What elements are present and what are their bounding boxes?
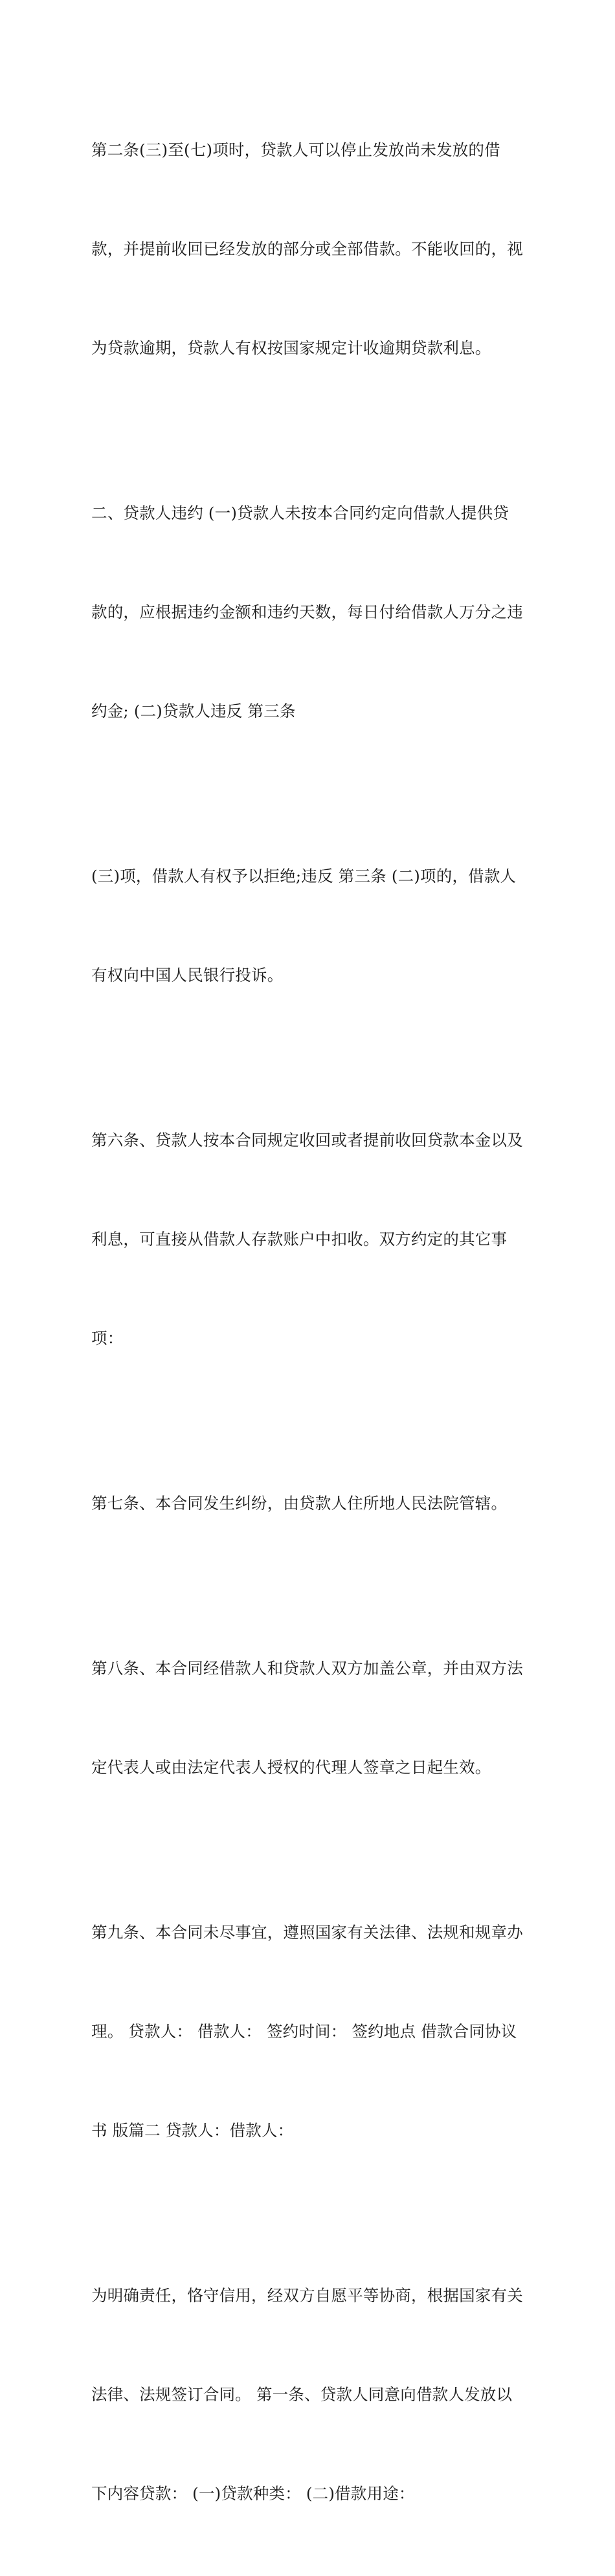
- text-line: 款，并提前收回已经发放的部分或全部借款。不能收回的，视: [91, 239, 523, 258]
- text-line: 定代表人或由法定代表人授权的代理人签章之日起生效。: [91, 1758, 491, 1777]
- paragraph-article-2-continued: [91, 67, 531, 430]
- text-line: 第六条、贷款人按本合同规定收回或者提前收回贷款本金以及: [91, 1131, 523, 1149]
- text-line: 约金; (二)贷款人违反 第三条: [91, 702, 296, 720]
- text-line: 二、贷款人违约 (一)贷款人未按本合同约定向借款人提供贷: [91, 504, 509, 522]
- text-line: 第九条、本合同未尽事宜，遵照国家有关法律、法规和规章办: [91, 1923, 523, 1942]
- paragraph-article-8: [91, 1586, 531, 1850]
- text-line: 书 版篇二 贷款人：借款人：: [91, 2121, 294, 2140]
- text-line: 下内容贷款： (一)贷款种类： (二)借款用途：: [91, 2484, 415, 2503]
- text-line: 理。 贷款人： 借款人： 签约时间： 签约地点 借款合同协议: [91, 2022, 517, 2041]
- text-line: 有权向中国人民银行投诉。: [91, 966, 284, 984]
- paragraph-lender-breach: [91, 430, 531, 794]
- paragraph-article-7: [91, 1421, 531, 1586]
- text-line: 为明确责任，恪守信用，经双方自愿平等协商，根据国家有关: [91, 2286, 523, 2305]
- document-body: [91, 67, 531, 2576]
- paragraph-article-9: [91, 1850, 531, 2213]
- text-line: 为贷款逾期，贷款人有权按国家规定计收逾期贷款利息。: [91, 339, 491, 357]
- paragraph-contract-preamble: [91, 2213, 531, 2576]
- text-line: 法律、法规签订合同。 第一条、贷款人同意向借款人发放以: [91, 2385, 513, 2404]
- text-line: (三)项，借款人有权予以拒绝;违反 第三条 (二)项的，借款人: [91, 867, 517, 885]
- text-line: 利息，可直接从借款人存款账户中扣收。双方约定的其它事: [91, 1230, 508, 1249]
- text-line: 第二条(三)至(七)项时，贷款人可以停止发放尚未发放的借: [91, 140, 500, 159]
- text-line: 款的，应根据违约金额和违约天数，每日付给借款人万分之违: [91, 603, 523, 621]
- text-line: 第八条、本合同经借款人和贷款人双方加盖公章，并由双方法: [91, 1659, 523, 1678]
- text-line: 项：: [91, 1329, 124, 1348]
- text-line: 第七条、本合同发生纠纷，由贷款人住所地人民法院管辖。: [91, 1494, 508, 1513]
- paragraph-borrower-refusal: [91, 794, 531, 1058]
- paragraph-article-6: [91, 1058, 531, 1421]
